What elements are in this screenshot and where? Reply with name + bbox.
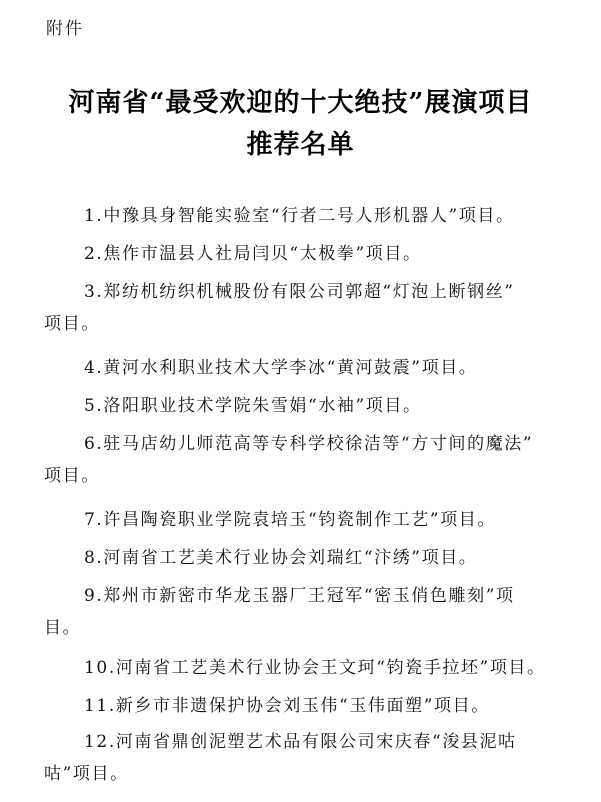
list-item-text: 1.中豫具身智能实验室“行者二号人形机器人”项目。 <box>84 206 515 226</box>
list-item-7 <box>44 504 564 536</box>
list-item-text: 6.驻马店幼儿师范高等专科学校徐洁等“方寸间的魔法” <box>84 434 534 454</box>
list-item-4 <box>44 352 564 384</box>
list-item-text-continued: 项目。 <box>44 466 100 486</box>
list-item-10 <box>44 652 564 684</box>
list-item-text: 3.郑纺机纺织机械股份有限公司郭超“灯泡上断钢丝” <box>84 282 515 302</box>
attachment-label: 附件 <box>46 19 84 39</box>
list-item-12 <box>44 726 564 790</box>
list-item-9 <box>44 580 564 644</box>
list-item-text: 11.新乡市非遗保护协会刘玉伟“玉伟面塑”项目。 <box>84 696 490 716</box>
list-item-text: 8.河南省工艺美术行业协会刘瑞红“汴绣”项目。 <box>84 548 478 568</box>
list-item-text-continued: 目。 <box>44 618 82 638</box>
list-item-text-continued: 咕”项目。 <box>44 764 129 784</box>
list-item-11 <box>44 690 564 722</box>
list-item-text: 4.黄河水利职业技术大学李冰“黄河鼓震”项目。 <box>84 358 478 378</box>
list-item-2 <box>44 238 564 270</box>
list-item-text: 5.洛阳职业技术学院朱雪娟“水袖”项目。 <box>84 396 422 416</box>
document-title-line1: 河南省“最受欢迎的十大绝技”展演项目 <box>68 88 533 118</box>
list-item-1 <box>44 200 564 232</box>
list-item-8 <box>44 542 564 574</box>
list-item-text: 7.许昌陶瓷职业学院袁培玉“钧瓷制作工艺”项目。 <box>84 510 497 530</box>
list-item-6 <box>44 428 564 492</box>
list-item-3 <box>44 276 564 340</box>
document-title-line2: 推荐名单 <box>246 130 355 160</box>
list-item-text: 9.郑州市新密市华龙玉器厂王冠军“密玉俏色雕刻”项 <box>84 586 515 606</box>
list-item-text-continued: 项目。 <box>44 314 100 334</box>
list-item-5 <box>44 390 564 422</box>
list-item-text: 2.焦作市温县人社局闫贝“太极拳”项目。 <box>84 244 422 264</box>
list-item-text: 12.河南省鼎创泥塑艺术品有限公司宋庆春“浚县泥咕 <box>84 732 517 752</box>
list-item-text: 10.河南省工艺美术行业协会王文珂“钧瓷手拉坯”项目。 <box>84 658 546 678</box>
